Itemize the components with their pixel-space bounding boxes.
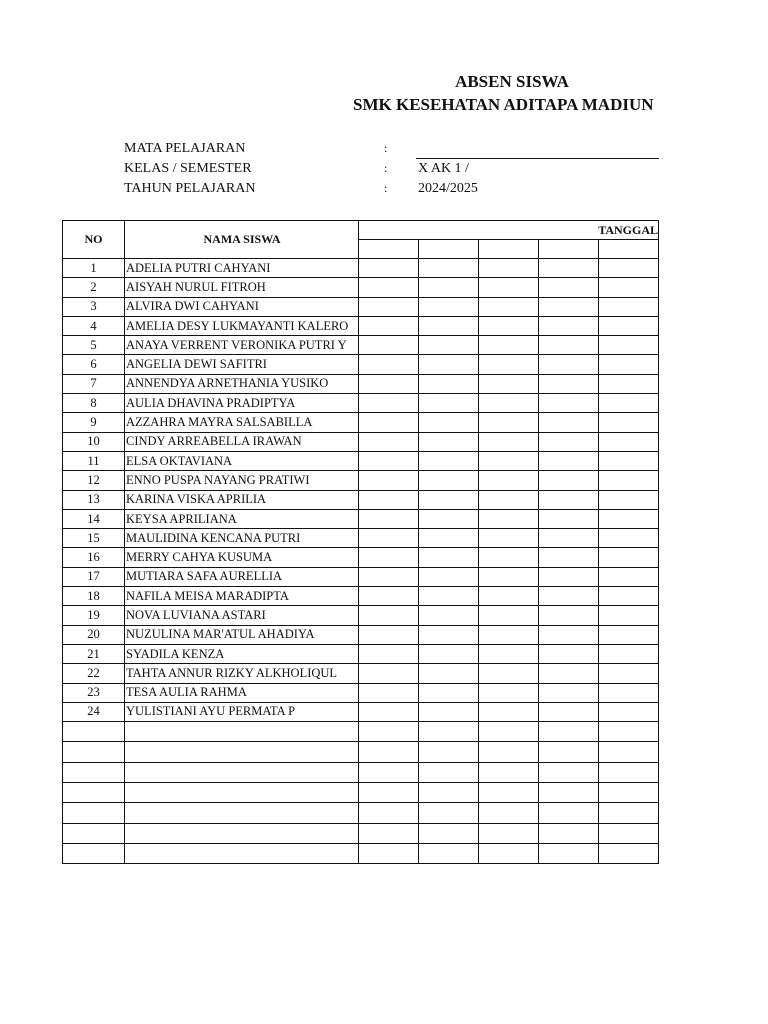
student-number: 2 xyxy=(63,278,125,297)
attendance-cell[interactable] xyxy=(599,278,659,297)
table-row xyxy=(63,394,659,413)
attendance-cell[interactable] xyxy=(599,606,659,625)
student-name: TAHTA ANNUR RIZKY ALKHOLIQUL xyxy=(125,664,359,683)
attendance-cell[interactable] xyxy=(359,432,419,451)
student-name: KEYSA APRILIANA xyxy=(125,509,359,528)
attendance-cell[interactable] xyxy=(479,451,539,470)
attendance-cell[interactable] xyxy=(359,259,419,278)
student-number: 13 xyxy=(63,490,125,509)
student-number: 9 xyxy=(63,413,125,432)
table-row xyxy=(63,644,659,663)
student-name: ANAYA VERRENT VERONIKA PUTRI Y xyxy=(125,336,359,355)
attendance-cell[interactable] xyxy=(539,394,599,413)
year-label: TAHUN PELAJARAN xyxy=(124,181,256,196)
attendance-cell[interactable] xyxy=(479,843,539,863)
student-name: NUZULINA MAR'ATUL AHADIYA xyxy=(125,625,359,644)
attendance-cell[interactable] xyxy=(479,587,539,606)
attendance-cell[interactable] xyxy=(599,471,659,490)
attendance-cell[interactable] xyxy=(419,490,479,509)
attendance-cell[interactable] xyxy=(359,783,419,803)
attendance-cell[interactable] xyxy=(539,509,599,528)
empty-name-cell[interactable] xyxy=(125,843,359,863)
attendance-cell[interactable] xyxy=(419,259,479,278)
empty-name-cell[interactable] xyxy=(125,823,359,843)
attendance-cell[interactable] xyxy=(419,355,479,374)
attendance-cell[interactable] xyxy=(359,762,419,782)
attendance-cell[interactable] xyxy=(359,336,419,355)
attendance-cell[interactable] xyxy=(599,355,659,374)
empty-row xyxy=(63,783,659,803)
attendance-cell[interactable] xyxy=(539,762,599,782)
student-name: ANGELIA DEWI SAFITRI xyxy=(125,355,359,374)
attendance-cell[interactable] xyxy=(359,316,419,335)
student-number: 14 xyxy=(63,509,125,528)
attendance-cell[interactable] xyxy=(479,722,539,742)
attendance-cell[interactable] xyxy=(599,374,659,393)
attendance-cell[interactable] xyxy=(479,509,539,528)
table-header-row xyxy=(63,221,659,240)
subject-underline xyxy=(416,158,659,159)
attendance-cell[interactable] xyxy=(359,587,419,606)
date-cell[interactable] xyxy=(359,240,419,259)
student-name: ADELIA PUTRI CAHYANI xyxy=(125,259,359,278)
attendance-cell[interactable] xyxy=(359,567,419,586)
attendance-cell[interactable] xyxy=(599,783,659,803)
student-number: 21 xyxy=(63,644,125,663)
attendance-cell[interactable] xyxy=(599,664,659,683)
attendance-cell[interactable] xyxy=(539,702,599,721)
attendance-cell[interactable] xyxy=(359,664,419,683)
empty-row xyxy=(63,762,659,782)
table-row xyxy=(63,278,659,297)
attendance-cell[interactable] xyxy=(419,683,479,702)
student-number: 24 xyxy=(63,702,125,721)
attendance-cell[interactable] xyxy=(599,336,659,355)
attendance-cell[interactable] xyxy=(539,490,599,509)
attendance-cell[interactable] xyxy=(359,297,419,316)
student-name: NAFILA MEISA MARADIPTA xyxy=(125,587,359,606)
attendance-cell[interactable] xyxy=(479,625,539,644)
date-cell[interactable] xyxy=(419,240,479,259)
student-name: ELSA OKTAVIANA xyxy=(125,451,359,470)
student-name: CINDY ARREABELLA IRAWAN xyxy=(125,432,359,451)
table-row xyxy=(63,259,659,278)
attendance-cell[interactable] xyxy=(419,625,479,644)
attendance-cell[interactable] xyxy=(359,722,419,742)
attendance-cell[interactable] xyxy=(479,471,539,490)
table-row xyxy=(63,625,659,644)
table-row xyxy=(63,374,659,393)
year-colon: : xyxy=(384,181,388,195)
student-name: MERRY CAHYA KUSUMA xyxy=(125,548,359,567)
attendance-cell[interactable] xyxy=(419,702,479,721)
attendance-cell[interactable] xyxy=(539,355,599,374)
attendance-cell[interactable] xyxy=(539,742,599,762)
attendance-cell[interactable] xyxy=(359,374,419,393)
attendance-cell[interactable] xyxy=(359,355,419,374)
column-header-name: NAMA SISWA xyxy=(125,221,359,259)
table-row xyxy=(63,529,659,548)
attendance-cell[interactable] xyxy=(479,664,539,683)
attendance-cell[interactable] xyxy=(419,762,479,782)
student-name: MAULIDINA KENCANA PUTRI xyxy=(125,529,359,548)
attendance-cell[interactable] xyxy=(419,567,479,586)
student-number: 7 xyxy=(63,374,125,393)
attendance-cell[interactable] xyxy=(359,843,419,863)
empty-name-cell[interactable] xyxy=(125,783,359,803)
attendance-cell[interactable] xyxy=(599,742,659,762)
student-number: 23 xyxy=(63,683,125,702)
student-rows xyxy=(63,259,659,864)
attendance-cell[interactable] xyxy=(599,702,659,721)
attendance-cell[interactable] xyxy=(479,606,539,625)
table-row xyxy=(63,316,659,335)
attendance-cell[interactable] xyxy=(539,471,599,490)
attendance-cell[interactable] xyxy=(539,625,599,644)
attendance-cell[interactable] xyxy=(419,644,479,663)
attendance-cell[interactable] xyxy=(479,529,539,548)
attendance-cell[interactable] xyxy=(479,644,539,663)
attendance-cell[interactable] xyxy=(599,394,659,413)
student-name: AZZAHRA MAYRA SALSABILLA xyxy=(125,413,359,432)
attendance-cell[interactable] xyxy=(479,803,539,823)
table-row xyxy=(63,548,659,567)
attendance-cell[interactable] xyxy=(539,529,599,548)
attendance-cell[interactable] xyxy=(479,783,539,803)
subject-colon: : xyxy=(384,141,388,155)
attendance-cell[interactable] xyxy=(419,529,479,548)
attendance-cell[interactable] xyxy=(419,783,479,803)
empty-number-cell[interactable] xyxy=(63,823,125,843)
student-name: ENNO PUSPA NAYANG PRATIWI xyxy=(125,471,359,490)
attendance-cell[interactable] xyxy=(479,355,539,374)
attendance-cell[interactable] xyxy=(599,548,659,567)
attendance-cell[interactable] xyxy=(599,490,659,509)
attendance-cell[interactable] xyxy=(479,432,539,451)
student-number: 12 xyxy=(63,471,125,490)
attendance-cell[interactable] xyxy=(479,278,539,297)
attendance-cell[interactable] xyxy=(419,722,479,742)
attendance-cell[interactable] xyxy=(599,451,659,470)
attendance-cell[interactable] xyxy=(479,394,539,413)
school-name: SMK KESEHATAN ADITAPA MADIUN xyxy=(353,95,654,114)
attendance-cell[interactable] xyxy=(359,823,419,843)
attendance-cell[interactable] xyxy=(419,374,479,393)
student-name: ANNENDYA ARNETHANIA YUSIKO xyxy=(125,374,359,393)
attendance-cell[interactable] xyxy=(359,683,419,702)
table-row xyxy=(63,702,659,721)
attendance-cell[interactable] xyxy=(359,644,419,663)
column-header-no: NO xyxy=(63,221,125,259)
attendance-cell[interactable] xyxy=(539,567,599,586)
table-row xyxy=(63,606,659,625)
year-value: 2024/2025 xyxy=(418,181,478,196)
attendance-cell[interactable] xyxy=(539,432,599,451)
attendance-cell[interactable] xyxy=(359,471,419,490)
table-row xyxy=(63,509,659,528)
attendance-cell[interactable] xyxy=(479,413,539,432)
attendance-cell[interactable] xyxy=(479,702,539,721)
table-row xyxy=(63,297,659,316)
attendance-cell[interactable] xyxy=(359,548,419,567)
attendance-cell[interactable] xyxy=(419,413,479,432)
attendance-cell[interactable] xyxy=(539,587,599,606)
attendance-cell[interactable] xyxy=(419,843,479,863)
student-name: KARINA VISKA APRILIA xyxy=(125,490,359,509)
attendance-cell[interactable] xyxy=(359,625,419,644)
attendance-cell[interactable] xyxy=(419,316,479,335)
student-number: 4 xyxy=(63,316,125,335)
empty-name-cell[interactable] xyxy=(125,762,359,782)
attendance-cell[interactable] xyxy=(539,297,599,316)
attendance-cell[interactable] xyxy=(599,625,659,644)
attendance-cell[interactable] xyxy=(419,432,479,451)
student-number: 16 xyxy=(63,548,125,567)
attendance-cell[interactable] xyxy=(359,606,419,625)
attendance-cell[interactable] xyxy=(419,297,479,316)
attendance-cell[interactable] xyxy=(419,471,479,490)
empty-number-cell[interactable] xyxy=(63,742,125,762)
student-name: TESA AULIA RAHMA xyxy=(125,683,359,702)
attendance-cell[interactable] xyxy=(599,587,659,606)
attendance-cell[interactable] xyxy=(359,413,419,432)
empty-number-cell[interactable] xyxy=(63,722,125,742)
attendance-cell[interactable] xyxy=(599,432,659,451)
attendance-cell[interactable] xyxy=(479,490,539,509)
attendance-cell[interactable] xyxy=(479,762,539,782)
attendance-cell[interactable] xyxy=(359,509,419,528)
student-name: ALVIRA DWI CAHYANI xyxy=(125,297,359,316)
attendance-cell[interactable] xyxy=(539,644,599,663)
student-name: AULIA DHAVINA PRADIPTYA xyxy=(125,394,359,413)
student-name: SYADILA KENZA xyxy=(125,644,359,663)
student-number: 3 xyxy=(63,297,125,316)
attendance-cell[interactable] xyxy=(599,823,659,843)
attendance-cell[interactable] xyxy=(539,683,599,702)
student-number: 1 xyxy=(63,259,125,278)
table-row xyxy=(63,664,659,683)
attendance-cell[interactable] xyxy=(479,683,539,702)
empty-name-cell[interactable] xyxy=(125,742,359,762)
attendance-cell[interactable] xyxy=(539,336,599,355)
student-number: 22 xyxy=(63,664,125,683)
attendance-cell[interactable] xyxy=(479,259,539,278)
attendance-cell[interactable] xyxy=(359,702,419,721)
empty-number-cell[interactable] xyxy=(63,803,125,823)
attendance-cell[interactable] xyxy=(539,316,599,335)
student-number: 19 xyxy=(63,606,125,625)
class-colon: : xyxy=(384,161,388,175)
empty-row xyxy=(63,843,659,863)
attendance-cell[interactable] xyxy=(539,843,599,863)
student-number: 15 xyxy=(63,529,125,548)
class-value: X AK 1 / xyxy=(418,161,469,176)
attendance-cell[interactable] xyxy=(359,529,419,548)
attendance-cell[interactable] xyxy=(479,823,539,843)
empty-row xyxy=(63,803,659,823)
attendance-cell[interactable] xyxy=(599,259,659,278)
student-number: 6 xyxy=(63,355,125,374)
attendance-cell[interactable] xyxy=(539,374,599,393)
student-number: 8 xyxy=(63,394,125,413)
class-label: KELAS / SEMESTER xyxy=(124,161,252,176)
empty-name-cell[interactable] xyxy=(125,803,359,823)
student-number: 20 xyxy=(63,625,125,644)
attendance-cell[interactable] xyxy=(539,823,599,843)
date-cell[interactable] xyxy=(539,240,599,259)
student-number: 5 xyxy=(63,336,125,355)
attendance-cell[interactable] xyxy=(599,509,659,528)
subject-label: MATA PELAJARAN xyxy=(124,141,246,156)
empty-row xyxy=(63,722,659,742)
attendance-cell[interactable] xyxy=(599,644,659,663)
attendance-cell[interactable] xyxy=(419,587,479,606)
attendance-cell[interactable] xyxy=(359,803,419,823)
attendance-cell[interactable] xyxy=(539,606,599,625)
attendance-cell[interactable] xyxy=(539,783,599,803)
attendance-cell[interactable] xyxy=(419,509,479,528)
attendance-cell[interactable] xyxy=(599,529,659,548)
attendance-cell[interactable] xyxy=(479,336,539,355)
attendance-cell[interactable] xyxy=(479,742,539,762)
attendance-cell[interactable] xyxy=(539,548,599,567)
attendance-cell[interactable] xyxy=(419,394,479,413)
table-row xyxy=(63,451,659,470)
attendance-cell[interactable] xyxy=(599,567,659,586)
attendance-cell[interactable] xyxy=(419,606,479,625)
attendance-cell[interactable] xyxy=(599,683,659,702)
attendance-cell[interactable] xyxy=(359,451,419,470)
empty-number-cell[interactable] xyxy=(63,762,125,782)
student-number: 17 xyxy=(63,567,125,586)
empty-row xyxy=(63,742,659,762)
attendance-cell[interactable] xyxy=(599,762,659,782)
attendance-cell[interactable] xyxy=(479,567,539,586)
student-name: AISYAH NURUL FITROH xyxy=(125,278,359,297)
attendance-table xyxy=(62,220,659,864)
student-number: 10 xyxy=(63,432,125,451)
attendance-cell[interactable] xyxy=(539,664,599,683)
attendance-cell[interactable] xyxy=(599,297,659,316)
table-row xyxy=(63,413,659,432)
attendance-cell[interactable] xyxy=(539,803,599,823)
empty-name-cell[interactable] xyxy=(125,722,359,742)
attendance-cell[interactable] xyxy=(599,413,659,432)
attendance-cell[interactable] xyxy=(479,316,539,335)
attendance-cell[interactable] xyxy=(419,451,479,470)
column-header-date: TANGGAL xyxy=(359,221,659,240)
empty-number-cell[interactable] xyxy=(63,783,125,803)
attendance-cell[interactable] xyxy=(359,742,419,762)
sheet-title: ABSEN SISWA xyxy=(455,72,569,91)
student-number: 18 xyxy=(63,587,125,606)
attendance-cell[interactable] xyxy=(419,278,479,297)
table-row xyxy=(63,490,659,509)
attendance-cell[interactable] xyxy=(599,803,659,823)
attendance-cell[interactable] xyxy=(539,278,599,297)
student-name: YULISTIANI AYU PERMATA P xyxy=(125,702,359,721)
table-row xyxy=(63,587,659,606)
attendance-cell[interactable] xyxy=(539,413,599,432)
table-row xyxy=(63,683,659,702)
table-row xyxy=(63,432,659,451)
student-name: MUTIARA SAFA AURELLIA xyxy=(125,567,359,586)
attendance-cell[interactable] xyxy=(419,803,479,823)
attendance-cell[interactable] xyxy=(479,374,539,393)
attendance-cell[interactable] xyxy=(359,278,419,297)
attendance-cell[interactable] xyxy=(359,394,419,413)
attendance-cell[interactable] xyxy=(479,297,539,316)
attendance-cell[interactable] xyxy=(419,336,479,355)
student-name: AMELIA DESY LUKMAYANTI KALERO xyxy=(125,316,359,335)
attendance-cell[interactable] xyxy=(539,722,599,742)
attendance-cell[interactable] xyxy=(479,548,539,567)
attendance-cell[interactable] xyxy=(599,316,659,335)
table-row xyxy=(63,567,659,586)
table-row xyxy=(63,336,659,355)
date-cell[interactable] xyxy=(479,240,539,259)
date-cell[interactable] xyxy=(599,240,659,259)
student-name: NOVA LUVIANA ASTARI xyxy=(125,606,359,625)
attendance-cell[interactable] xyxy=(419,742,479,762)
attendance-cell[interactable] xyxy=(599,722,659,742)
empty-row xyxy=(63,823,659,843)
attendance-cell[interactable] xyxy=(599,843,659,863)
table-row xyxy=(63,355,659,374)
attendance-cell[interactable] xyxy=(539,451,599,470)
attendance-cell[interactable] xyxy=(359,490,419,509)
attendance-cell[interactable] xyxy=(539,259,599,278)
attendance-cell[interactable] xyxy=(419,548,479,567)
attendance-cell[interactable] xyxy=(419,664,479,683)
table-row xyxy=(63,471,659,490)
attendance-cell[interactable] xyxy=(419,823,479,843)
student-number: 11 xyxy=(63,451,125,470)
empty-number-cell[interactable] xyxy=(63,843,125,863)
